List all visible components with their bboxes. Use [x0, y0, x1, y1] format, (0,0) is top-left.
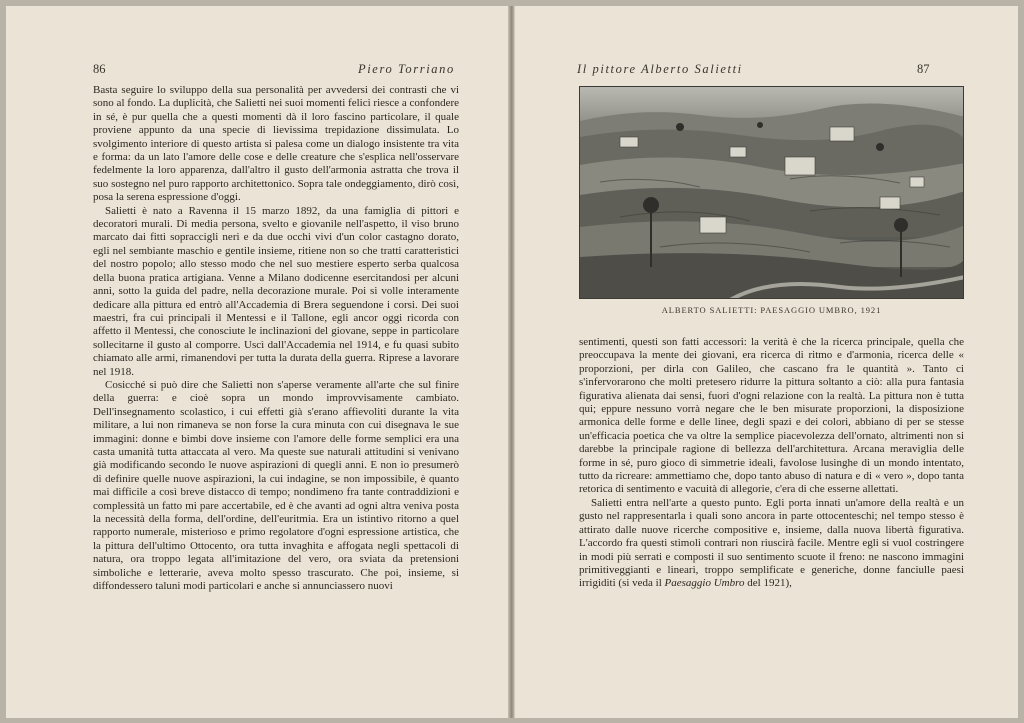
left-page [6, 6, 509, 718]
right-body-text [579, 336, 964, 591]
landscape-image [580, 87, 964, 299]
left-body-text [93, 84, 459, 593]
running-head: Piero Torriano [358, 62, 455, 76]
paragraph: sentimenti, questi son fatti accessori: la verità è che la ricerca principale, quella che preoccupava la mente dei giovani, era ricerca di ritmo e d'armonia, ricerca delle « proporzioni, per dirla con Galileo, che cascano fra le quantità ». Tanto ci s'infervorarono che molti pretesero ridurre la pittura soltanto a ciò: alla pura fantasia figurativa alienata dai sensi, fuori d'ogni relazione con la realtà. La pittura non è tutta qui; eppure nessuno vorrà negare che le ben misurate proporzioni, la disposizione armonica delle forme e delle linee, degli spazi e dei colori, abbiano di per se stesse un'efficacia poetica che va oltre la semplice piacevolezza dell'ornato, altrimenti non si darebbe la principale ragione di bellezza dell'architettura. Arcana meraviglia delle forme in sé, puro gioco di simmetrie ideali, favolose lusinghe di un mondo intentato, tutto da ricreare: ammettiamo che, dopo tanto abuso di natura e di « vero », dopo tanta retorica di sentimento e vacuità di allegorie, c'era di che esserne allettati. [579, 336, 964, 496]
paragraph: Basta seguire lo sviluppo della sua personalità per avvedersi dei contrasti che vi sono al fondo. La duplicità, che Salietti nei suoi momenti felici riesce a confondere in sé, è pur quella che a questi momenti dà il loro fascino particolare, il quale proviene appunto da una specie di lievissima trepidazione dissimulata. Lo svolgimento interiore di questo artista si palesa come un dialogo insistente tra vita e forma: da un lato l'amore delle cose e delle creature che s'esplica nell'osservare fedelmente la loro apparenza, dall'altro il gusto dell'armonia astratta che trova il suo sostegno nel puro rapporto architettonico. Sopra tale ondeggiamento, dirò così, posa la serena espressione d'oggi. [93, 84, 459, 204]
figure-caption: ALBERTO SALIETTI: PAESAGGIO UMBRO, 1921 [661, 305, 882, 315]
paragraph-text: del 1921), [747, 577, 792, 590]
page-number: 87 [917, 62, 930, 76]
page-number: 86 [93, 62, 106, 76]
paragraph: Salietti è nato a Ravenna il 15 marzo 1892, da una famiglia di pittori e decoratori murali. Di media persona, svelto e giovanile nell'aspetto, il viso bruno marcato dai fitti sopraccigli neri e da due occhi vivi d'un color castagno dorato, egli nel sembiante maschio e gentile insieme, ritiene non so che tratti caratteristici del nostro popolo; allo stesso modo che nel suo mestiere esperto serba qualcosa della buona pratica artigiana. Venne a Milano dodicenne esercitandosi per alcuni anni, sotto la guida del padre, nella decorazione murale. Poi si volle interamente dedicare alla pittura ed entrò all'Accademia di Brera seguendone i corsi. Dei suoi maestri, fra cui principali il Mentessi e il Tallone, egli ancor oggi ricorda con affetto il Mentessi, che conosciute le inclinazioni del giovane, seppe in particolare sollecitarne il gusto al comporre. Uscì dall'Accademia nel 1914, e fu quasi subito chiamato alle armi, rimanendovi per tutta la durata della guerra. Riprese a lavorare nel 1918. [93, 204, 459, 378]
painting-illustration [579, 86, 964, 299]
artwork-title: Paesaggio Umbro [664, 577, 745, 590]
running-head: Il pittore Alberto Salietti [577, 62, 743, 76]
right-page [514, 6, 1018, 718]
paragraph-text: Salietti entra nell'arte a questo punto. Egli porta innati un'amore della realtà e un gusto nel rappresentarla i quali sono ancora in parte ottocenteschi; nel tempo stesso è attirato dalle nuove ricerche compositive e, insieme, dalla nuova libertà figurativa. L'accordo fra questi stimoli contrari non riuscirà facile. Mentre egli si vuol costringere in modi più serrati e composti il suo sentimento scuote il freno: ne nascono immagini primitiveggianti e lineari, troppo semplificate e generiche, donne fanciulle paesi irrigiditi (si veda il [579, 496, 964, 590]
paragraph [579, 497, 964, 591]
paragraph: Cosicché si può dire che Salietti non s'aperse veramente all'arte che sul finire della guerra: e cioè sopra un mondo improvvisamente cambiato. Dell'insegnamento scolastico, i cui effetti già s'erano affievoliti durante la vita militare, a lui non rimaneva se non forse la cura minuta con cui disegnava le sue immagini: donne e bimbi dove insieme con l'amore delle forme semplici era una casta umanità tutta attaccata al vero. Ma queste sue naturali attitudini si venivano già modificando secondo le nuove aspirazioni di quegli anni. E non io presumerò di definire quelle nuove aspirazioni, la cui indagine, se non impossibile, è quanto mai difficile a così breve distacco di tempo; nondimeno fra tante contraddizioni e complessità un fatto mi pare accertabile, ed è che avanti ad ogni altra veniva posta la necessità della forma, dell'ordine, dell'euritmia. Era un istintivo ritorno a quel rapporto numerale, misterioso e primo regolatore d'ogni espressione artistica, che la pittura dell'ultimo Ottocento, ora tutta invaghita e affogata negli spettacoli di natura, ora troppo legata all'imitazione del vero, ora sviata da pretensioni simboliche e letterarie, aveva molto spesso trascurato. Che poi, insieme, si diffondessero taluni modi particolari e anche si annunciassero nuovi [93, 378, 459, 593]
